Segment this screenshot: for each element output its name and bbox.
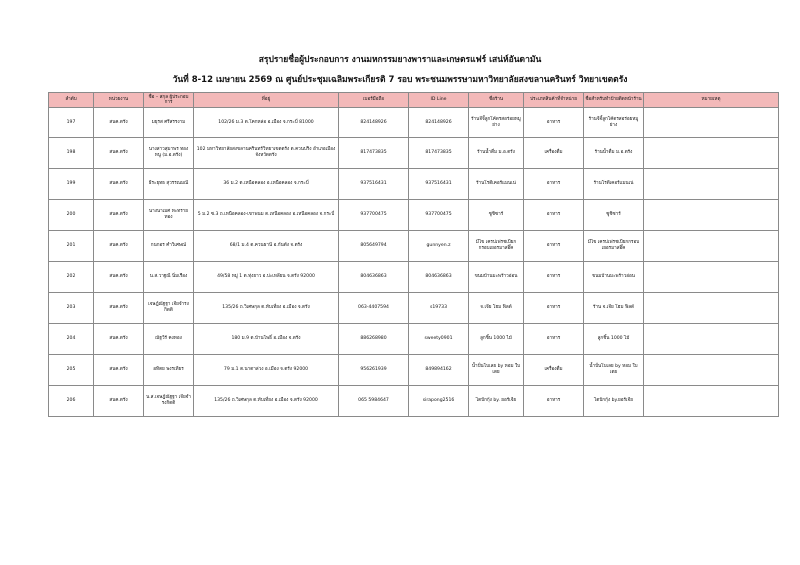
cell-type: อาหาร: [524, 293, 584, 324]
cell-name: ธีระยุทธ สุวรรณมณี: [144, 169, 194, 200]
cell-note: [644, 324, 779, 355]
cell-address: 68/1 ม.4 ต.ควนธานี อ.กันตัง จ.ตรัง: [194, 231, 339, 262]
cell-sign: ลูกชิ้น 1000 ไม้: [584, 324, 644, 355]
header-line: ID Line: [409, 93, 469, 108]
cell-sign: ร้านน้ำดื่ม ม.อ.ตรัง: [584, 138, 644, 169]
cell-sign: ไตปักกุ้ง by.ยอร์เจีย: [584, 386, 644, 417]
cell-name: กนกอร คำวิเศษณ์: [144, 231, 194, 262]
cell-type: เครื่องดื่ม: [524, 355, 584, 386]
cell-note: [644, 169, 779, 200]
cell-address: 49/58 หมู่ 1 ต.ทุ่งยาว อ.ปะเหลียน จ.ตรัง 92000: [194, 262, 339, 293]
header-sign: ชื่อสำหรับทำป้ายติดหน้าร้าน: [584, 93, 644, 108]
cell-sign: ร้าน จ.เจีย โฮม ฟิลด์: [584, 293, 644, 324]
table-row: [49, 386, 779, 417]
cell-phone: 805649794: [339, 231, 409, 262]
cell-note: [644, 231, 779, 262]
cell-shop: ขนมบ้านมะพร้าวอ่อน: [469, 262, 524, 293]
cell-no: 202: [49, 262, 94, 293]
cell-note: [644, 293, 779, 324]
cell-address: 180 ม.9 ต.บ้านโพธิ์ อ.เมือง จ.ตรัง: [194, 324, 339, 355]
cell-org: สนค.ตรัง: [94, 262, 144, 293]
cell-no: 198: [49, 138, 94, 169]
cell-name: น.ส.วาฐณี นิ่มเรือง: [144, 262, 194, 293]
cell-org: สนค.ตรัง: [94, 355, 144, 386]
header-phone: เบอร์มือถือ: [339, 93, 409, 108]
cell-name: อทิตย พงรเทียร: [144, 355, 194, 386]
cell-note: [644, 386, 779, 417]
cell-sign: น้ำปั่นโบเลย by หอม ใบเตย: [584, 355, 644, 386]
cell-shop: น้ำปั่นโบเลย by หอม ใบเตย: [469, 355, 524, 386]
cell-org: สนค.ตรัง: [94, 138, 144, 169]
cell-address: 36 ม.2 ต.เหนือคลอง อ.เหนือคลอง จ.กระบี่: [194, 169, 339, 200]
cell-name: น.ส.เจษฎ์ณัฐฐา เจียจำรงกิตติ: [144, 386, 194, 417]
cell-no: 204: [49, 324, 94, 355]
cell-type: อาหาร: [524, 262, 584, 293]
table-row: [49, 293, 779, 324]
cell-org: สนค.ตรัง: [94, 231, 144, 262]
vendor-table: [48, 92, 779, 417]
cell-org: สนค.ตรัง: [94, 169, 144, 200]
table-header-row: [49, 93, 779, 108]
cell-sign: มีไข เครปเฟรชเปียกกรอบเยอรมาสอิ๊ค: [584, 231, 644, 262]
cell-no: 197: [49, 108, 94, 138]
header-org: หน่วยงาน: [94, 93, 144, 108]
cell-phone: 804636863: [339, 262, 409, 293]
table-row: [49, 231, 779, 262]
cell-no: 203: [49, 293, 94, 324]
cell-sign: ร้านโรตีเคอร์แมนเน่: [584, 169, 644, 200]
cell-phone: 063-4407594: [339, 293, 409, 324]
cell-phone: 937700475: [339, 200, 409, 231]
cell-phone: 824148926: [339, 108, 409, 138]
cell-phone: 886268980: [339, 324, 409, 355]
cell-org: สนค.ตรัง: [94, 293, 144, 324]
cell-shop: มีไข เครปเฟรชเปียกกรอบเยอรมาสอิ๊ค: [469, 231, 524, 262]
cell-org: สนค.ตรัง: [94, 200, 144, 231]
cell-no: 201: [49, 231, 94, 262]
page-title: สรุปรายชื่อผู้ประกอบการ งานมหกรรมยางพาราและเกษตรแฟร์ เสน่ห์อันดามัน: [258, 55, 542, 65]
cell-type: อาหาร: [524, 231, 584, 262]
table-row: [49, 324, 779, 355]
header-note: หมายเหตุ: [644, 93, 779, 108]
cell-name: มยุรส ศรีสรรงาม: [144, 108, 194, 138]
cell-line: 937700475: [409, 200, 469, 231]
cell-phone: 956261939: [339, 355, 409, 386]
cell-note: [644, 138, 779, 169]
cell-sign: ซูชิซาร์: [584, 200, 644, 231]
header-no: ลำดับ: [49, 93, 94, 108]
cell-line: sirapong2516: [409, 386, 469, 417]
cell-type: อาหาร: [524, 169, 584, 200]
cell-shop: ร้านโรตีเคอร์แมนเน่: [469, 169, 524, 200]
cell-address: 5 ม.2 ซ.3 ถ.เหนือคลอง-เขาพนม ต.เหนือคลอง อ.เหนือคลอง จ.กระบี่: [194, 200, 339, 231]
cell-line: gunnyen.z: [409, 231, 469, 262]
cell-phone: 937516431: [339, 169, 409, 200]
header-name: ชื่อ – สกุล ผู้ประกอบการ: [144, 93, 194, 108]
cell-phone: 817473835: [339, 138, 409, 169]
cell-name: นางนาเมศ ทะทรายทอง: [144, 200, 194, 231]
cell-shop: จ.เจีย โฮม ฟิลด์: [469, 293, 524, 324]
cell-shop: ซูชิซาร์: [469, 200, 524, 231]
table-row: [49, 138, 779, 169]
cell-org: สนค.ตรัง: [94, 386, 144, 417]
cell-type: อาหาร: [524, 200, 584, 231]
cell-name: นางสาวสุมาพร ทองหนู (ม.อ.ตรัง): [144, 138, 194, 169]
cell-line: sweety0901: [409, 324, 469, 355]
cell-type: อาหาร: [524, 386, 584, 417]
cell-line: 817473835: [409, 138, 469, 169]
cell-address: 135/26 ถ.วิเศษกุล ต.ทับเที่ยง อ.เมือง จ.ตรัง: [194, 293, 339, 324]
cell-no: 200: [49, 200, 94, 231]
cell-type: อาหาร: [524, 324, 584, 355]
cell-type: เครื่องดื่ม: [524, 138, 584, 169]
cell-org: สนค.ตรัง: [94, 108, 144, 138]
cell-type: อาหาร: [524, 108, 584, 138]
cell-no: 199: [49, 169, 94, 200]
cell-note: [644, 108, 779, 138]
header-type: ประเภทสินค้าที่จำหน่าย: [524, 93, 584, 108]
cell-name: ณัฐวีร์ คงทอง: [144, 324, 194, 355]
table-row: [49, 169, 779, 200]
cell-line: 849894162: [409, 355, 469, 386]
cell-note: [644, 262, 779, 293]
cell-address: 102 มหาวิทยาลัยสงขลานครินทร์วิทยาเขตตรัง ต.ควนปริง อำเภอเมืองจังหวัดตรัง: [194, 138, 339, 169]
cell-note: [644, 200, 779, 231]
cell-sign: ร้านจีจี้ลูกโค้ดรสอร่อยหมูย่าง: [584, 108, 644, 138]
cell-line: s19733: [409, 293, 469, 324]
cell-shop: ร้านจีจี้ลูกโค้ดรสอร่อยหมูย่าง: [469, 108, 524, 138]
cell-address: 102/26 ม.3 ต.โคกหล่อ อ.เมือง จ.กระบี่ 81000: [194, 108, 339, 138]
table-row: [49, 200, 779, 231]
cell-sign: ขนมบ้านมะพร้าวอ่อน: [584, 262, 644, 293]
cell-shop: ร้านน้ำดื่ม ม.อ.ตรัง: [469, 138, 524, 169]
cell-line: 824148926: [409, 108, 469, 138]
table-row: [49, 355, 779, 386]
table-row: [49, 108, 779, 138]
cell-no: 205: [49, 355, 94, 386]
cell-name: เจษฎ์ณัฐฐา เจียจำรงกิตติ: [144, 293, 194, 324]
cell-line: 937516431: [409, 169, 469, 200]
table-row: [49, 262, 779, 293]
page-subtitle: วันที่ 8-12 เมษายน 2569 ณ ศูนย์ประชุมเฉลิมพระเกียรติ 7 รอบ พระชนมพรรษามหาวิทยาลัยสงขลานครินทร์ วิทยาเขตตรัง: [172, 75, 628, 85]
cell-shop: ลูกชิ้น 1000 ไม้: [469, 324, 524, 355]
cell-note: [644, 355, 779, 386]
header-address: ที่อยู่: [194, 93, 339, 108]
cell-no: 206: [49, 386, 94, 417]
cell-org: สนค.ตรัง: [94, 324, 144, 355]
cell-address: 135/26 ถ.วิเศษกุล ต.ทับเที่ยง อ.เมือง จ.ตรัง 92000: [194, 386, 339, 417]
header-shop: ชื่อร้าน: [469, 93, 524, 108]
cell-line: 804636863: [409, 262, 469, 293]
cell-phone: 065 5984647: [339, 386, 409, 417]
cell-shop: ไตปักกุ้ง by. ยอร์เจีย: [469, 386, 524, 417]
cell-address: 79 ม.1 ต.นาตาล่วง อ.เมือง จ.ตรัง 92000: [194, 355, 339, 386]
